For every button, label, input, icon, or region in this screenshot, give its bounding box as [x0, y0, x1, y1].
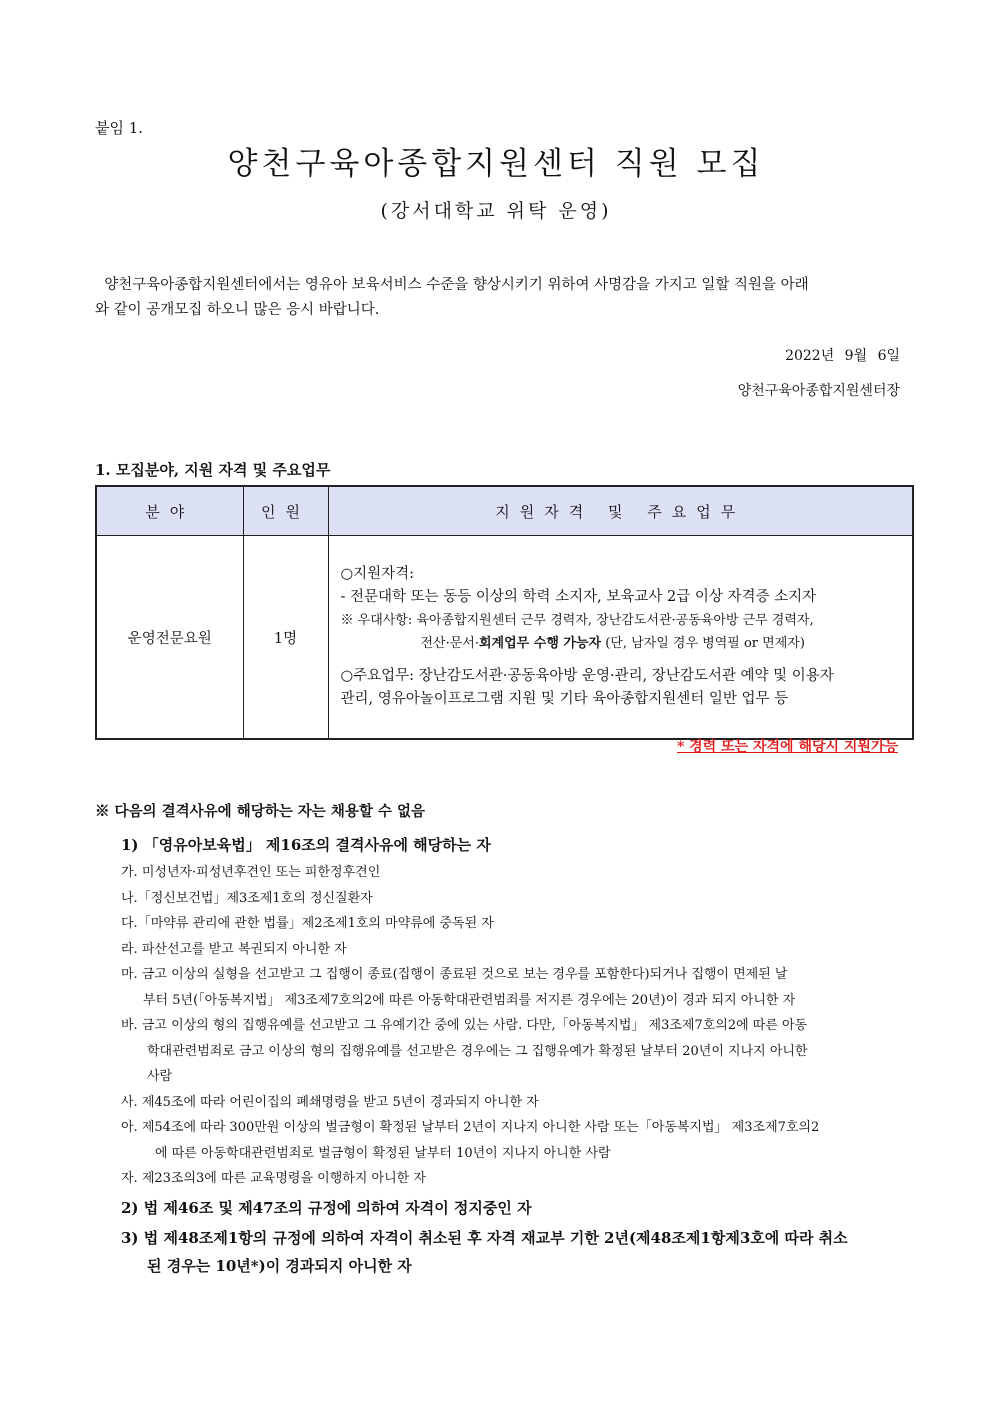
intro-line-2: 와 같이 공개모집 하오니 많은 응시 바랍니다. [95, 302, 380, 318]
preference-text-bold: 회계업무 수행 가능자 [479, 636, 602, 651]
disqualification-sub-1: 1) 「영유아보육법」 제16조의 결격사유에 해당하는 자 [121, 836, 491, 854]
header-count: 인원 [243, 486, 328, 536]
sub-3-line-1: 3) 법 제48조제1항의 규정에 의하여 자격이 취소된 후 자격 재교부 기한 2년(제48조제1항제3호에 따라 취소 [121, 1229, 848, 1247]
list-item-continuation: 학대관련범죄로 금고 이상의 형의 집행유예를 선고받은 경우에는 그 집행유예가 확정된 날부터 20년이 지나지 아니한 [147, 1043, 808, 1059]
page-subtitle: (강서대학교 위탁 운영) [380, 200, 612, 222]
preference-line-1: ※ 우대사항: 육아종합지원센터 근무 경력자, 장난감도서관·공동육아방 근무 경력자, [340, 613, 814, 628]
cell-count: 1명 [243, 536, 328, 740]
cell-detail [328, 536, 913, 740]
disqualification-heading: ※ 다음의 결격사유에 해당하는 자는 채용할 수 없음 [95, 803, 425, 820]
duty-line-1: ○주요업무: 장난감도서관·공동육아방 운영·관리, 장난감도서관 예약 및 이용자 [340, 668, 834, 684]
list-item: 라. 파산선고를 받고 복권되지 아니한 자 [121, 941, 347, 957]
list-item-continuation: 에 따른 아동학대관련범죄로 벌금형이 확정된 날부터 10년이 지나지 아니한 사람 [155, 1145, 611, 1161]
table-row [96, 536, 913, 740]
page-title: 양천구육아종합지원센터 직원 모집 [227, 146, 765, 182]
preference-text-c: (단, 남자일 경우 병역필 or 면제자) [601, 636, 805, 651]
list-item: 다.「마약류 관리에 관한 법률」제2조제1호의 마약류에 중독된 자 [121, 916, 494, 931]
qualification-label: ○지원자격: [340, 566, 415, 582]
announcement-date: 2022년 9월 6일 [785, 348, 900, 364]
table-header-row [96, 486, 913, 536]
sub-3-line-2: 된 경우는 10년*)이 경과되지 아니한 자 [147, 1257, 412, 1275]
list-item-continuation: 사람 [147, 1069, 173, 1084]
list-item: 자. 제23조의3에 따른 교육명령을 이행하지 아니한 자 [121, 1171, 426, 1186]
disqualification-sub-3 [121, 1224, 906, 1280]
list-item: 가. 미성년자·피성년후견인 또는 피한정후견인 [121, 865, 381, 880]
list-item: 사. 제45조에 따라 어린이집의 폐쇄명령을 받고 5년이 경과되지 아니한 자 [121, 1094, 539, 1110]
list-item: 마. 금고 이상의 실형을 선고받고 그 집행이 종료(집행이 종료된 것으로 보는 경우를 포함한다)되거나 집행이 면제된 날 [121, 967, 788, 982]
header-qualification: 지원자격 및 주요업무 [328, 486, 913, 536]
list-item: 바. 금고 이상의 형의 집행유예를 선고받고 그 유예기간 중에 있는 사람. 다만,「아동복지법」 제3조제7호의2에 따른 아동 [121, 1018, 808, 1033]
preference-text-a: 전산·문서· [420, 636, 479, 651]
recruitment-table [95, 485, 914, 740]
attachment-label: 붙임 1. [95, 119, 144, 137]
preference-line-2 [341, 632, 905, 655]
list-item-continuation: 부터 5년(「아동복지법」 제3조제7호의2에 따른 아동학대관련범죄를 저지른 경우에는 20년)이 경과 되지 아니한 자 [143, 992, 796, 1008]
intro-paragraph [95, 273, 900, 323]
intro-text-1: 양천구육아종합지원센터에서는 영유아 보육서비스 수준을 향상시키기 위하여 사명감을 가지고 일할 직원을 아래 [104, 277, 809, 293]
section-1-heading: 1. 모집분야, 지원 자격 및 주요업무 [95, 461, 331, 479]
list-item: 아. 제54조에 따라 300만원 이상의 벌금형이 확정된 날부터 2년이 지나지 아니한 사람 또는「아동복지법」 제3조제7호의2 [121, 1120, 820, 1135]
disqualification-sub-2: 2) 법 제46조 및 제47조의 규정에 의하여 자격이 정지중인 자 [121, 1199, 532, 1217]
duty-line-2: 관리, 영유아놀이프로그램 지원 및 기타 육아종합지원센터 일반 업무 등 [340, 691, 789, 707]
table-note: * 경력 또는 자격에 해당시 지원가능 [676, 739, 898, 755]
qualification-line: - 전문대학 또는 동등 이상의 학력 소지자, 보육교사 2급 이상 자격증 소지자 [340, 589, 817, 605]
disqualification-list [121, 860, 901, 1192]
list-item: 나.「정신보건법」제3조제1호의 정신질환자 [121, 890, 373, 906]
cell-field: 운영전문요원 [96, 536, 243, 740]
intro-line-1 [95, 273, 900, 298]
header-field: 분야 [96, 486, 243, 536]
signer: 양천구육아종합지원센터장 [737, 383, 900, 399]
